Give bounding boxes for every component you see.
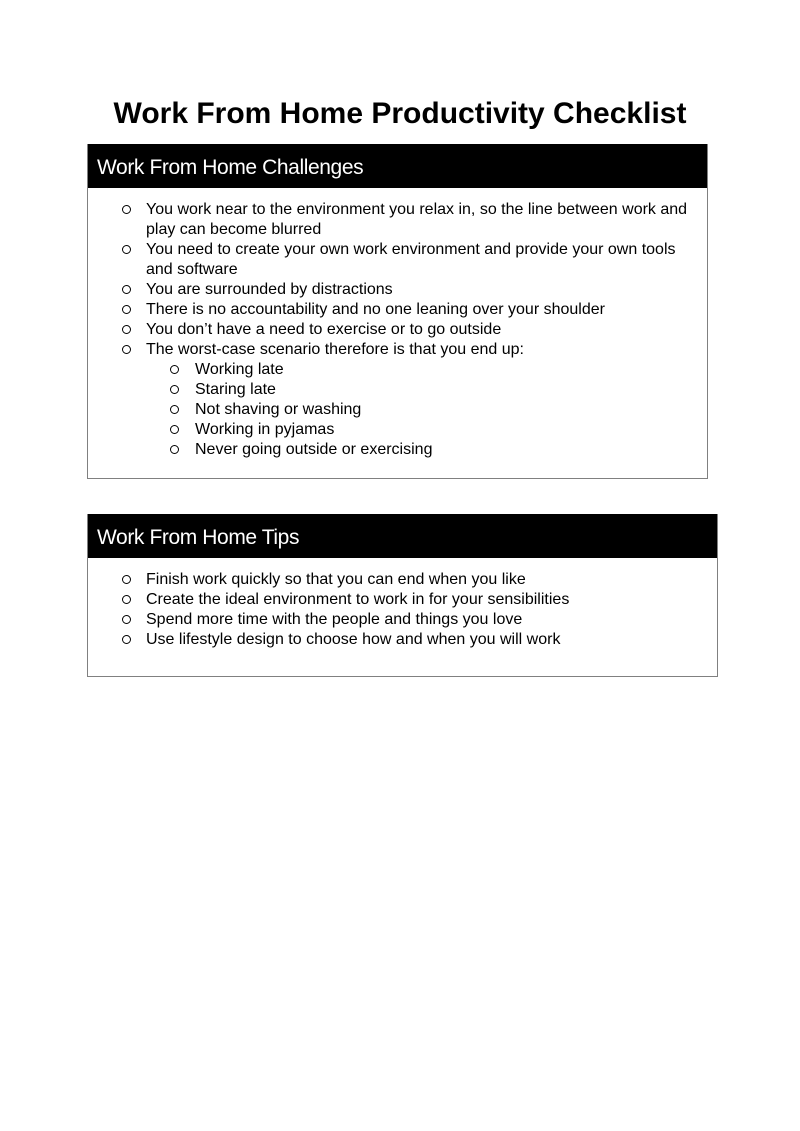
circle-bullet-icon [170, 365, 179, 374]
list-item [88, 340, 707, 360]
list-item-text: Finish work quickly so that you can end when you like [146, 571, 526, 588]
circle-bullet-icon [122, 305, 131, 314]
circle-bullet-icon [170, 405, 179, 414]
circle-bullet-icon [122, 635, 131, 644]
challenges-heading: Work From Home Challenges [88, 144, 707, 188]
challenges-list [88, 188, 707, 360]
list-item-text: The worst-case scenario therefore is that you end up: [146, 341, 524, 358]
list-item-text: You need to create your own work environment and provide your own tools and software [146, 241, 676, 278]
list-item [88, 570, 717, 590]
list-item-text: There is no accountability and no one leaning over your shoulder [146, 301, 605, 318]
sub-list-item [88, 420, 707, 440]
list-item-text: Use lifestyle design to choose how and when you will work [146, 631, 561, 648]
sub-list-item [88, 360, 707, 380]
circle-bullet-icon [122, 345, 131, 354]
list-item-text: Create the ideal environment to work in for your sensibilities [146, 591, 570, 608]
list-item-text: You don’t have a need to exercise or to go outside [146, 321, 502, 338]
circle-bullet-icon [170, 385, 179, 394]
circle-bullet-icon [122, 575, 131, 584]
list-item [88, 280, 707, 300]
list-item-text: Spend more time with the people and things you love [146, 611, 523, 628]
sub-list-item-text: Staring late [195, 381, 276, 398]
list-item [88, 300, 707, 320]
circle-bullet-icon [122, 325, 131, 334]
tips-section [87, 514, 718, 677]
tips-list [88, 558, 717, 650]
sub-list-item-text: Not shaving or washing [195, 401, 362, 418]
circle-bullet-icon [122, 205, 131, 214]
challenges-section [87, 144, 708, 479]
list-item [88, 240, 707, 280]
sub-list-item [88, 400, 707, 420]
page-title: Work From Home Productivity Checklist [113, 97, 687, 130]
list-item [88, 200, 707, 240]
list-item [88, 590, 717, 610]
circle-bullet-icon [122, 615, 131, 624]
sub-list-item-text: Never going outside or exercising [195, 441, 433, 458]
sub-list-item [88, 380, 707, 400]
circle-bullet-icon [122, 285, 131, 294]
circle-bullet-icon [122, 595, 131, 604]
list-item [88, 630, 717, 650]
list-item [88, 610, 717, 630]
circle-bullet-icon [170, 445, 179, 454]
list-item-text: You are surrounded by distractions [146, 281, 393, 298]
sub-list-item-text: Working in pyjamas [195, 421, 335, 438]
challenges-sublist [88, 360, 707, 460]
list-item [88, 320, 707, 340]
sub-list-item [88, 440, 707, 460]
tips-heading: Work From Home Tips [88, 514, 717, 558]
circle-bullet-icon [170, 425, 179, 434]
sub-list-item-text: Working late [195, 361, 284, 378]
list-item-text: You work near to the environment you relax in, so the line between work and play can become blurred [146, 201, 688, 238]
circle-bullet-icon [122, 245, 131, 254]
